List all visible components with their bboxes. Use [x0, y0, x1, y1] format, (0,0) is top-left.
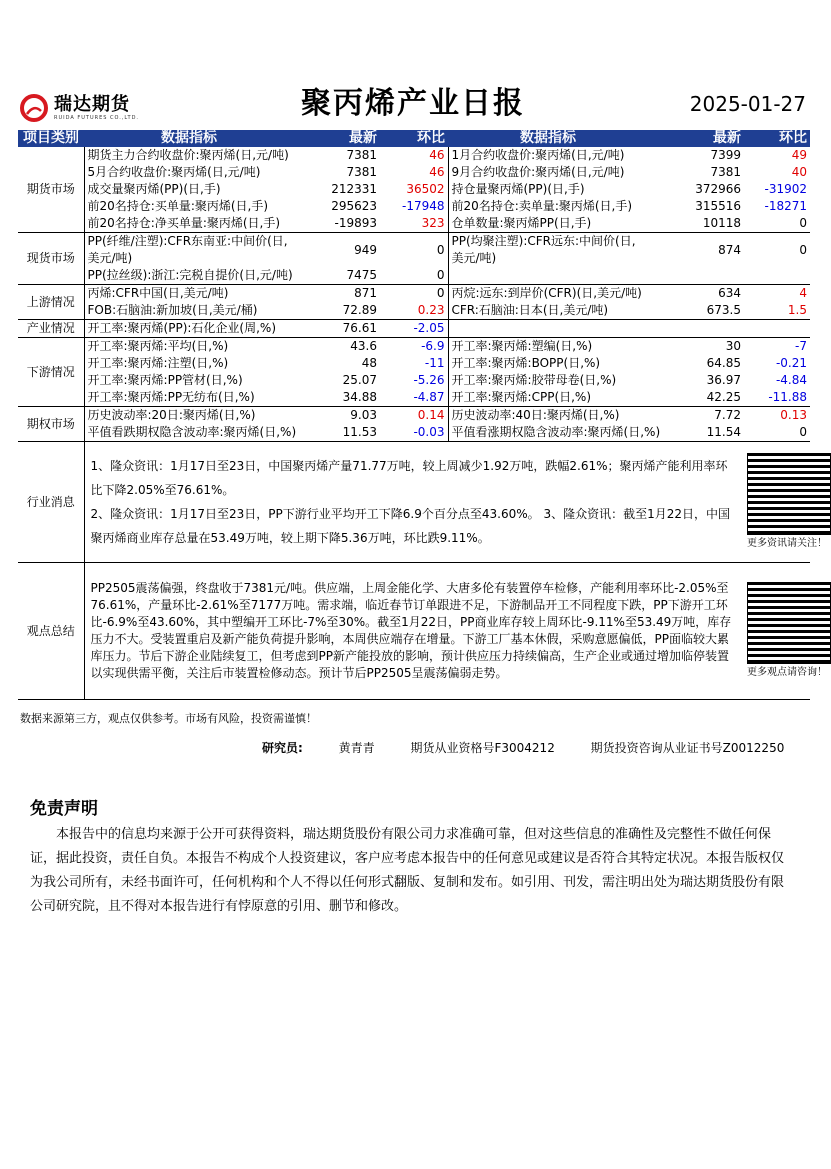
- header-latest-left: 最新: [294, 130, 380, 147]
- latest-value: 949: [354, 242, 377, 257]
- change-value: -11.88: [744, 389, 810, 407]
- latest-value: 11.53: [294, 424, 380, 442]
- indicator-name: [448, 320, 648, 338]
- table-row: [18, 320, 810, 338]
- latest-value: 48: [361, 356, 377, 370]
- latest-value: 673.5: [648, 302, 744, 320]
- section-views: 观点总结: [18, 563, 84, 700]
- table-row: [18, 147, 810, 164]
- latest-value: 36.97: [706, 373, 741, 387]
- researcher-qual2: 期货投资咨询从业证书号Z0012250: [590, 741, 785, 755]
- table-body: [18, 147, 810, 442]
- latest-value: 212331: [331, 182, 377, 196]
- indicator-name: 开工率:聚丙烯:PP无纺布(日,%): [84, 389, 294, 407]
- researcher-label: 研究员:: [262, 741, 303, 755]
- latest-value: 64.85: [706, 356, 741, 370]
- news-qr-caption: 更多资讯请关注！: [747, 537, 827, 549]
- indicator-name: 开工率:聚丙烯(PP):石化企业(周,%): [84, 320, 294, 338]
- indicator-name: 9月合约收盘价:聚丙烯(日,元/吨): [451, 165, 625, 179]
- latest-value: 315516: [695, 199, 741, 213]
- indicator-name: 开工率:聚丙烯:BOPP(日,%): [451, 356, 601, 370]
- researcher-line: [262, 739, 816, 756]
- change-value: 36502: [380, 181, 448, 198]
- latest-value: 25.07: [342, 373, 377, 387]
- table-row: [18, 181, 810, 198]
- report-title: 聚丙烯产业日报: [301, 86, 525, 121]
- table-row: [18, 355, 810, 372]
- indicator-name: 仓单数量:聚丙烯PP(日,手): [448, 215, 648, 233]
- researcher-qual1: 期货从业资格号F3004212: [410, 741, 555, 755]
- latest-value: 871: [354, 286, 377, 300]
- change-value: -7: [795, 339, 807, 353]
- change-value: 0: [380, 233, 448, 268]
- qr-code-icon: [747, 453, 831, 535]
- change-value: 40: [791, 165, 807, 179]
- news-row: [18, 442, 810, 563]
- indicator-name: 持仓量聚丙烯(PP)(日,手): [451, 182, 585, 196]
- report-date: 2025-01-27: [689, 92, 806, 116]
- change-value: -4.84: [775, 373, 807, 387]
- news-paragraph: 1、隆众资讯：1月17日至23日，中国聚丙烯产量71.77万吨，较上周减少1.92万吨，跌幅2.61%；聚丙烯产能利用率环比下降2.05%至76.61%。 2、隆众资讯：1月17日至23日，PP下游行业平均开工下降6.9个百分点至43.60%。 3、隆众资讯：截至1月22日，中国聚丙烯商业库存总量在53.49万吨，较上期下降5.36万吨，环比跌9.11%。: [90, 459, 730, 545]
- table-row: [18, 233, 810, 268]
- latest-value: 7381: [346, 165, 377, 179]
- indicator-name: 丙烷:远东:到岸价(CFR)(日,美元/吨): [451, 286, 642, 300]
- indicator-name: PP(均聚注塑):CFR远东:中间价(日,美元/吨): [451, 234, 636, 265]
- section-industry: 产业情况: [18, 320, 84, 338]
- change-value: 0: [380, 285, 448, 303]
- indicator-name: 前20名持仓:卖单量:聚丙烯(日,手): [451, 199, 633, 213]
- table-row: [18, 389, 810, 407]
- section-news: 行业消息: [18, 442, 84, 563]
- change-value: [744, 320, 810, 338]
- indicator-name: 开工率:聚丙烯:PP管材(日,%): [87, 373, 243, 387]
- section-upstream: 上游情况: [18, 285, 84, 320]
- latest-value: 10118: [648, 215, 744, 233]
- change-value: -6.9: [380, 338, 448, 356]
- indicator-name: 开工率:聚丙烯:平均(日,%): [87, 339, 229, 353]
- latest-value: 372966: [695, 182, 741, 196]
- news-qr-cell: [744, 442, 827, 563]
- header-indicator-left: 数据指标: [84, 130, 294, 147]
- latest-value: [648, 267, 744, 285]
- latest-value: 43.6: [350, 339, 377, 353]
- change-value: 0.13: [780, 408, 807, 422]
- change-value: 0: [744, 424, 810, 442]
- brand-sub: RUIDA FUTURES CO.,LTD.: [54, 115, 140, 121]
- latest-value: 11.54: [648, 424, 744, 442]
- latest-value: 72.89: [294, 302, 380, 320]
- change-value: -0.03: [380, 424, 448, 442]
- news-text: [84, 442, 744, 563]
- table-row: [18, 372, 810, 389]
- footnote: 数据来源第三方，观点仅供参考。市场有风险，投资需谨慎！: [20, 712, 317, 725]
- qr-code-icon: [747, 582, 831, 664]
- header-change-right: 环比: [744, 130, 810, 147]
- views-qr-caption: 更多观点请咨询！: [747, 666, 827, 678]
- change-value: 49: [791, 148, 807, 162]
- indicator-name: 历史波动率:40日:聚丙烯(日,%): [451, 408, 620, 422]
- latest-value: 76.61: [294, 320, 380, 338]
- change-value: -0.21: [775, 356, 807, 370]
- indicator-name: 开工率:聚丙烯:胶带母卷(日,%): [451, 373, 617, 387]
- indicator-name: 5月合约收盘价:聚丙烯(日,元/吨): [87, 165, 261, 179]
- views-row: [18, 563, 810, 700]
- disclaimer-body: 本报告中的信息均来源于公开可获得资料，瑞达期货股份有限公司力求准确可靠，但对这些信息的准确性及完整性不做任何保证，据此投资，责任自负。本报告不构成个人投资建议，客户应考虑本报告中的任何意见或建议是否符合其特定状况。本报告版权仅为我公司所有，未经书面许可，任何机构和个人不得以任何形式翻版、复制和发布。如引用、刊发，需注明出处为瑞达期货股份有限公司研究院，且不得对本报告进行有悖原意的引用、删节和修改。: [30, 827, 785, 914]
- change-value: -11: [380, 355, 448, 372]
- change-value: 46: [380, 164, 448, 181]
- indicator-name: 平值看涨期权隐含波动率:聚丙烯(日,%): [448, 424, 648, 442]
- latest-value: -19893: [294, 215, 380, 233]
- latest-value: 42.25: [648, 389, 744, 407]
- indicator-name: PP(拉丝级):浙江:完税自提价(日,元/吨): [84, 267, 294, 285]
- table-row: [18, 215, 810, 233]
- table-header-row: [18, 130, 810, 147]
- header-change-left: 环比: [380, 130, 448, 147]
- indicator-name: 历史波动率:20日:聚丙烯(日,%): [87, 408, 256, 422]
- change-value: 4: [799, 286, 807, 300]
- latest-value: 7381: [346, 148, 377, 162]
- header-indicator-right: 数据指标: [448, 130, 648, 147]
- table-row: [18, 198, 810, 215]
- change-value: -4.87: [380, 389, 448, 407]
- indicator-name: 开工率:聚丙烯:CPP(日,%): [448, 389, 648, 407]
- indicator-name: 丙烯:CFR中国(日,美元/吨): [87, 286, 229, 300]
- change-value: -5.26: [380, 372, 448, 389]
- latest-value: 34.88: [294, 389, 380, 407]
- indicator-name: 开工率:聚丙烯:塑编(日,%): [451, 339, 593, 353]
- change-value: -31902: [764, 182, 807, 196]
- change-value: 1.5: [744, 302, 810, 320]
- indicator-name: 前20名持仓:买单量:聚丙烯(日,手): [87, 199, 269, 213]
- section-downstream: 下游情况: [18, 338, 84, 407]
- views-text: PP2505震荡偏强，终盘收于7381元/吨。供应端，上周金能化学、大唐多伦有装置停车检修，产能利用率环比-2.05%至76.61%，产量环比-2.61%至7177万吨。需求端，临近春节订单跟进不足，下游制品开工不同程度下跌，PP下游开工环比-6.9%至43.60%，其中塑编开工环比-7%至30%。截至1月22日，PP商业库存较上周环比-9.11%至53.49万吨，库存压力不大。受装置重启及新产能负荷提升影响，本周供应端存在增量。下游工厂基本休假，采购意愿偏低，PP面临较大累库压力。节后下游企业陆续复工，但考虑到PP新产能投放的影响，预计供应压力持续偏高，生产企业或通过增加临停装置以实现供需平衡，关注后市装置检修动态。预计节后PP2505呈震荡偏弱走势。: [84, 563, 744, 700]
- latest-value: 7381: [710, 165, 741, 179]
- section-spot: 现货市场: [18, 233, 84, 285]
- disclaimer-title: 免责声明: [30, 799, 98, 819]
- latest-value: 7.72: [714, 408, 741, 422]
- indicator-name: CFR:石脑油:日本(日,美元/吨): [448, 302, 648, 320]
- change-value: 0: [380, 267, 448, 285]
- latest-value: 7475: [294, 267, 380, 285]
- latest-value: 295623: [331, 199, 377, 213]
- table-row: [18, 164, 810, 181]
- indicator-name: [448, 267, 648, 285]
- table-row: [18, 285, 810, 303]
- researcher-name: 黄青青: [338, 741, 375, 755]
- indicator-name: 期货主力合约收盘价:聚丙烯(日,元/吨): [87, 148, 289, 162]
- section-futures: 期货市场: [18, 147, 84, 233]
- brand-name: 瑞达期货: [54, 94, 130, 115]
- change-value: 0.23: [380, 302, 448, 320]
- table-row: [18, 338, 810, 356]
- change-value: -2.05: [380, 320, 448, 338]
- latest-value: 30: [725, 339, 741, 353]
- change-value: 0: [744, 215, 810, 233]
- data-table: [18, 130, 827, 700]
- latest-value: 9.03: [350, 408, 377, 422]
- indicator-name: PP(纤维/注塑):CFR东南亚:中间价(日,美元/吨): [87, 234, 288, 265]
- table-row: [18, 302, 810, 320]
- indicator-name: 前20名持仓:净买单量:聚丙烯(日,手): [84, 215, 294, 233]
- change-value: 0.14: [380, 407, 448, 425]
- change-value: 46: [380, 147, 448, 164]
- table-row: [18, 424, 810, 442]
- section-options: 期权市场: [18, 407, 84, 442]
- header-latest-right: 最新: [648, 130, 744, 147]
- indicator-name: 成交量聚丙烯(PP)(日,手): [87, 182, 221, 196]
- latest-value: 7399: [710, 148, 741, 162]
- change-value: -18271: [764, 199, 807, 213]
- change-value: 323: [380, 215, 448, 233]
- views-qr-cell: [744, 563, 827, 700]
- latest-value: [648, 320, 744, 338]
- header-category: 项目类别: [18, 130, 84, 147]
- latest-value: 634: [718, 286, 741, 300]
- change-value: [744, 267, 810, 285]
- latest-value: 874: [718, 242, 741, 257]
- change-value: -17948: [380, 198, 448, 215]
- table-row: [18, 407, 810, 425]
- table-row: [18, 267, 810, 285]
- indicator-name: 1月合约收盘价:聚丙烯(日,元/吨): [451, 148, 625, 162]
- indicator-name: 平值看跌期权隐含波动率:聚丙烯(日,%): [84, 424, 294, 442]
- indicator-name: 开工率:聚丙烯:注塑(日,%): [87, 356, 229, 370]
- change-value: 0: [799, 242, 807, 257]
- indicator-name: FOB:石脑油:新加坡(日,美元/桶): [84, 302, 294, 320]
